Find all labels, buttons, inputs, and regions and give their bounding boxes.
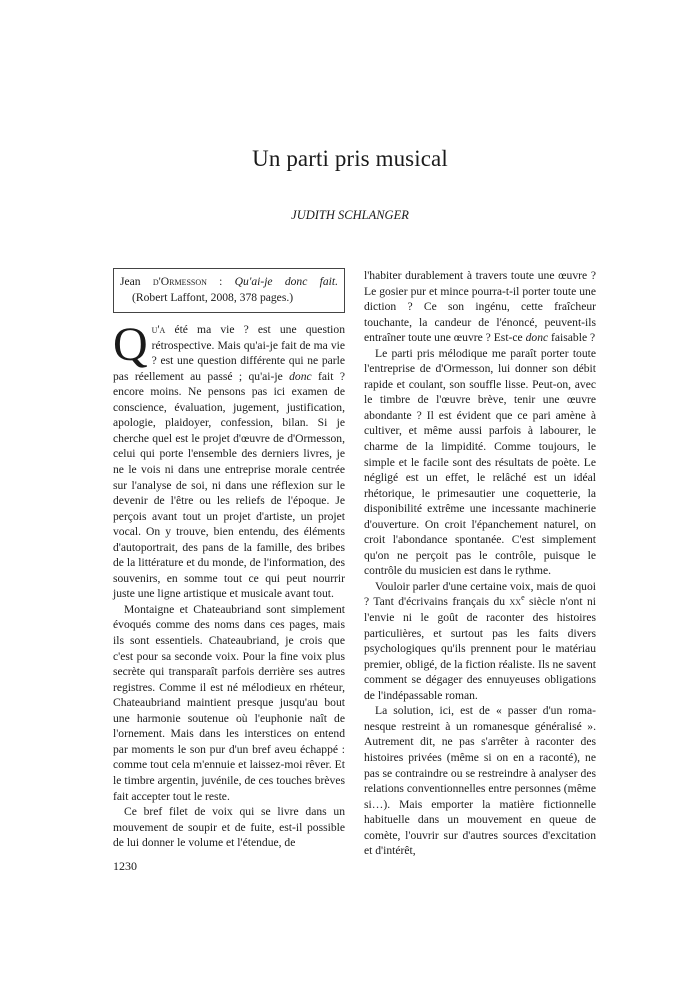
reference-book-title: Qu'ai-je donc fait.	[234, 275, 338, 288]
paragraph-6: La solution, ici, est de « passer d'un romanesque restreint à un romanesque généralisé ». Autrement dit, ne pas s'arrêter à raconter des histoires privées (même si on en a raconté), ne pas se contraindre ou se restreindre à analyser des relations conventionnelles entre personnes (même si…). Mais emporter la matière fictionnelle habituelle dans un mouvement en queue de comète, l'ouvrir sur d'autres sources d'excitation et d'intérêt,	[364, 704, 596, 858]
article-title: Un parti pris musical	[252, 146, 448, 171]
right-column	[364, 268, 596, 859]
p5-text-b: siècle n'ont ni l'envie ni le goût de raconter des histoires particulières, et surtout pas les faits divers psychologiques qu'ils prennent pour le matériau premier, obligé, de la fiction réaliste. Ils ne savent comment se dégager des ennuyeuses obligations de l'indépassable roman.	[364, 595, 596, 702]
p1-italic: donc	[289, 369, 312, 383]
p1-text-a: été ma vie ? est une question rétrospective. Mais qu'ai-je fait de ma vie ? est une question différente qui ne parle pas réellement au passé ; qu'ai-je	[113, 323, 345, 383]
paragraph-4: Le parti pris mélodique me paraît porter toute l'entreprise de d'Ormesson, lui donner son débit rapide et coulant, son souffle lisse. Peut-on, avec le timbre de l'œuvre brève, tenir une œuvre abondante ? Il est évident que ce pari amène à cultiver, et même aussi parfois à labourer, le charme de la limpidité. Comme toujours, le simple et le facile sont des résultats de poète. Le négligé est un effet, le relâché est un idéal rhétorique, le primesautier une coquetterie, la disponibilité extrême une incessante machinerie d'ouverture. On croit l'épanchement naturel, on croit l'abondance spontanée. C'est simplement qu'on ne perçoit pas le contrôle, puisque le contrôle du musicien est dans le rythme.	[364, 346, 596, 578]
p5-century: xx	[509, 595, 522, 609]
article-author: JUDITH SCHLANGER	[291, 208, 409, 222]
paragraph-1	[113, 318, 345, 602]
left-column	[113, 268, 345, 851]
p5-text-a: Vouloir parler d'une certaine voix, mais de quoi ? Tant d'écrivains français du	[364, 579, 596, 609]
paragraph-3-end	[364, 268, 596, 346]
drop-cap: Q	[113, 318, 148, 372]
reference-separator: :	[206, 275, 235, 288]
p3-italic: donc	[525, 331, 549, 345]
p1-smallcaps: u'a	[151, 323, 166, 337]
reference-author: d'Ormesson	[152, 275, 207, 288]
p3-end: faisable ?	[548, 331, 596, 345]
p5-superscript: e	[521, 593, 525, 603]
p3-text: l'habiter durablement à travers toute une œuvre ? Le gosier pur et mince pourra-t-il porter toute une diction ? Ce son ingénu, cette fraîcheur touchante, la candeur de l'énoncé, peuvent-ils entraîner toute une œuvre ? Est-ce	[364, 269, 596, 345]
book-reference	[113, 268, 345, 313]
reference-prefix: Jean	[120, 275, 153, 288]
paragraph-3-start: Ce bref filet de voix qui se livre dans un mouvement de soupir et de fuite, est-il possible de lui donner le volume et l'étendue, de	[113, 805, 345, 850]
reference-publisher: (Robert Laffont, 2008, 378 pages.)	[132, 290, 294, 304]
paragraph-5	[364, 579, 596, 703]
page-number: 1230	[113, 859, 137, 873]
reference-line-1	[120, 274, 338, 290]
p1-text-b: fait ? encore moins. Ne pensons pas ici examen de conscience, évaluation, jugement, justification, apologie, plaidoyer, confession, bilan. Si je cherche quel est le projet d'œuvre de d'Ormesson, celui qui porte l'ensemble des derniers livres, je ne le vois ni dans une entreprise morale centrée sur l'analyse de soi, ni dans une réflexion sur le devenir de l'être ou les reliefs de l'époque. Je perçois avant tout un projet d'artiste, un projet vocal. On y trouve, bien entendu, des éléments d'autoportrait, des pans de la famille, des bribes de la littérature et du monde, de l'information, des souvenirs, en somme tout ce qui peut nourrir juste une ligne artistique et musicale avant tout.	[113, 369, 345, 601]
paragraph-2: Montaigne et Chateaubriand sont simplement évoqués comme des noms dans ces pages, mais ils sont essentiels. Chateaubriand, je crois que c'est pour sa seconde voix. Pour la fine voix plus secrète qui transparaît parfois derrière ses autres registres. Comme il est né mélodieux en rhéteur, Chateaubriand maintient presque jusqu'au bout une harmonie soutenue où l'euphonie naît de l'ornement. Mais dans les interstices on entend par moments le son pur d'un bref aveu échappé : comme tout cela m'ennuie et laissez-moi rêver. Et le timbre argentin, juvénile, de ces touches brèves fait accepter tout le reste.	[113, 602, 345, 803]
